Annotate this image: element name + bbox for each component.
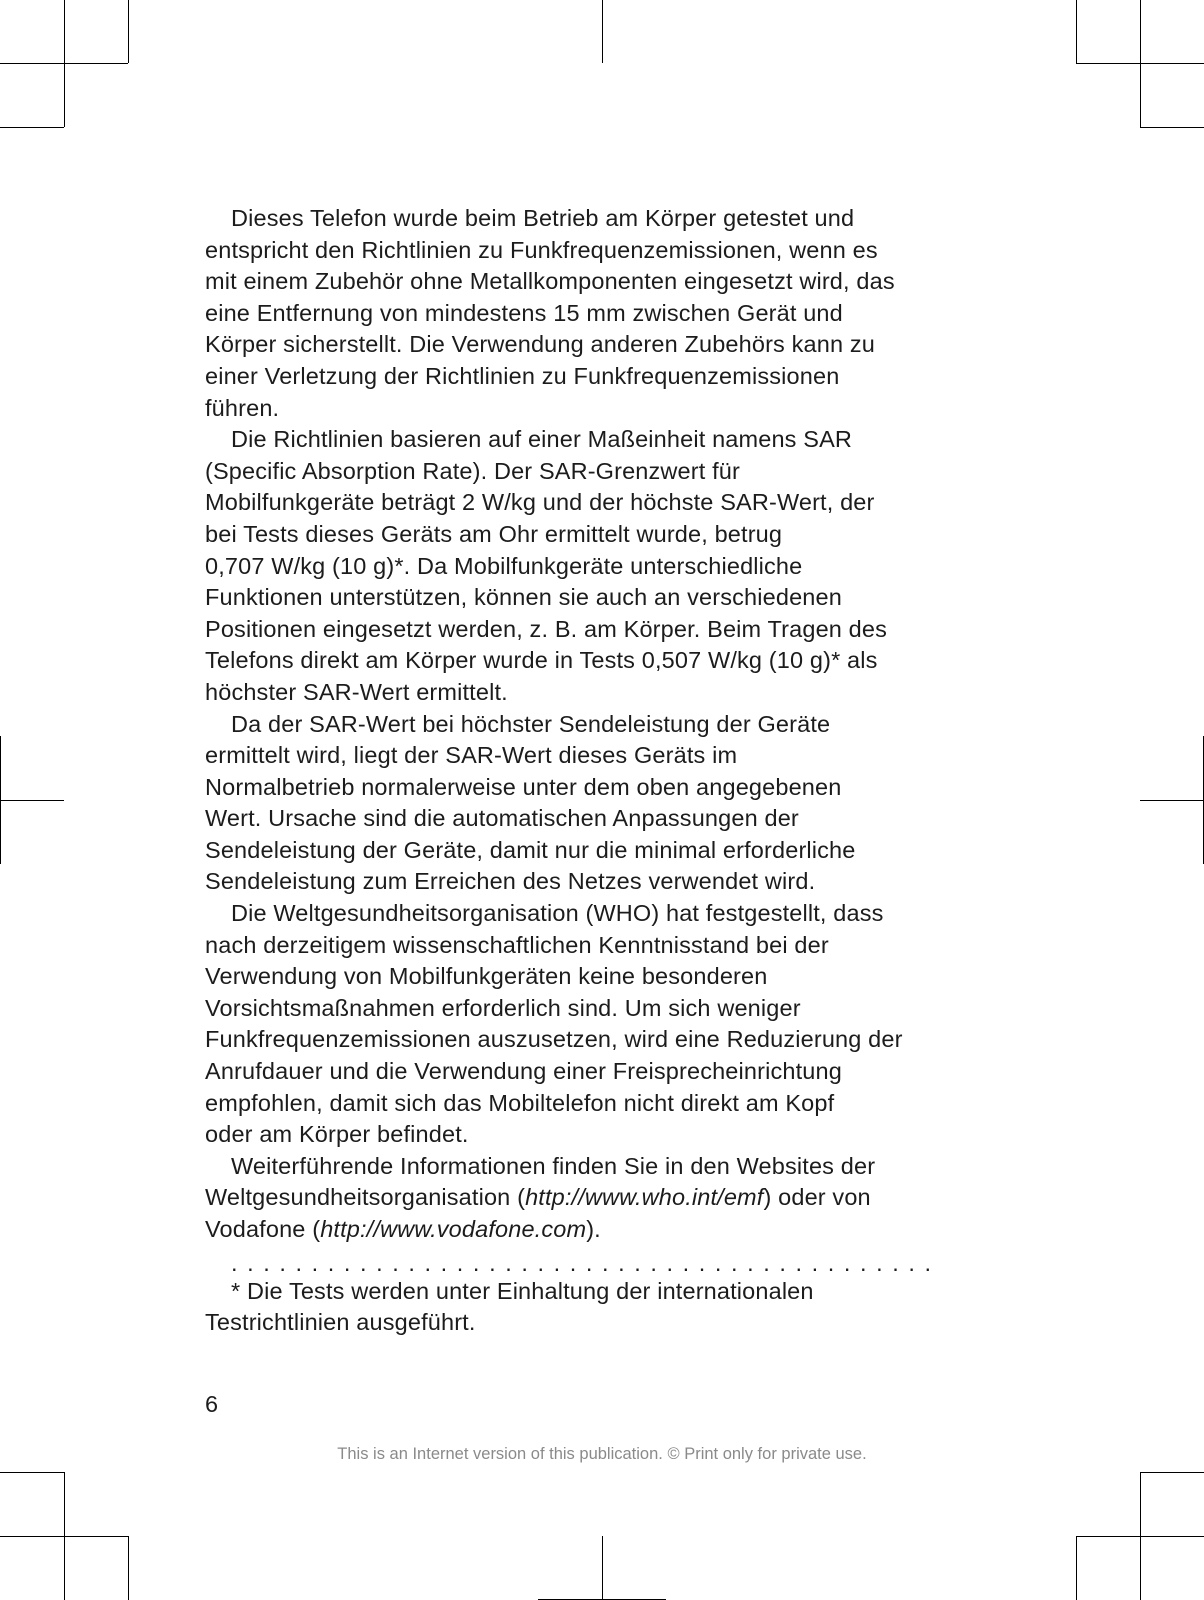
- crop-mark: [0, 63, 128, 64]
- footnote-separator: ............................................: [231, 1249, 941, 1276]
- paragraph-line: Positionen eingesetzt werden, z. B. am Körper. Beim Tragen des: [205, 615, 888, 642]
- paragraph-line: einer Verletzung der Richtlinien zu Funkfrequenzemissionen: [205, 362, 840, 389]
- paragraph-line: eine Entfernung von mindestens 15 mm zwischen Gerät und: [205, 299, 843, 326]
- body-text: [205, 203, 1005, 1339]
- who-line-prefix: Weltgesundheitsorganisation (: [205, 1184, 526, 1211]
- paragraph-line: Körper sicherstellt. Die Verwendung anderen Zubehörs kann zu: [205, 331, 875, 358]
- paragraph-line: führen.: [205, 394, 280, 421]
- paragraph-line: Sendeleistung der Geräte, damit nur die minimal erforderliche: [205, 836, 856, 863]
- paragraph-line: Da der SAR-Wert bei höchster Sendeleistung der Geräte: [231, 710, 831, 737]
- paragraph-line: Normalbetrieb normalerweise unter dem oben angegebenen: [205, 773, 842, 800]
- crop-mark: [1140, 800, 1204, 801]
- paragraph-line: [205, 1182, 1005, 1214]
- paragraph-line: Verwendung von Mobilfunkgeräten keine besonderen: [205, 963, 768, 990]
- paragraph-line: mit einem Zubehör ohne Metallkomponenten eingesetzt wird, das: [205, 268, 895, 295]
- paragraph-line: 0,707 W/kg (10 g)*. Da Mobilfunkgeräte unterschiedliche: [205, 552, 803, 579]
- paragraph-line: ermittelt wird, liegt der SAR-Wert dieses Geräts im: [205, 742, 738, 769]
- paragraph-line: höchster SAR-Wert ermittelt.: [205, 678, 508, 705]
- vodafone-prefix: Vodafone (: [205, 1216, 321, 1242]
- crop-mark: [128, 0, 129, 63]
- crop-mark: [602, 1536, 603, 1600]
- paragraph-line: Dieses Telefon wurde beim Betrieb am Körper getestet und: [231, 205, 855, 231]
- paragraph-line: Vorsichtsmaßnahmen erforderlich sind. Um sich weniger: [205, 994, 801, 1021]
- crop-mark: [0, 800, 64, 801]
- paragraph-line: Anrufdauer und die Verwendung einer Freisprecheinrichtung: [205, 1058, 842, 1085]
- paragraph-line: Mobilfunkgeräte beträgt 2 W/kg und der höchste SAR-Wert, der: [205, 489, 875, 516]
- crop-mark: [602, 0, 603, 63]
- paragraph-line: Funktionen unterstützen, können sie auch an verschiedenen: [205, 584, 842, 611]
- crop-mark: [128, 1536, 129, 1600]
- footnote-line: * Die Tests werden unter Einhaltung der internationalen: [231, 1277, 814, 1304]
- paragraph-line: Die Richtlinien basieren auf einer Maßeinheit namens SAR: [231, 426, 853, 453]
- paragraph-line: Sendeleistung zum Erreichen des Netzes verwendet wird.: [205, 868, 816, 895]
- paragraph-line: entspricht den Richtlinien zu Funkfrequenzemissionen, wenn es: [205, 236, 878, 263]
- crop-mark: [1076, 0, 1077, 63]
- paragraph-line: Weiterführende Informationen finden Sie in den Websites der: [231, 1152, 876, 1179]
- paragraph-line: bei Tests dieses Geräts am Ohr ermittelt wurde, betrug: [205, 520, 783, 547]
- paragraph-line: Wert. Ursache sind die automatischen Anpassungen der: [205, 805, 799, 832]
- paragraph-line: oder am Körper befindet.: [205, 1121, 469, 1148]
- vodafone-suffix: ).: [586, 1216, 601, 1242]
- crop-mark: [0, 1472, 64, 1473]
- who-url-link[interactable]: http://www.who.int/emf: [525, 1184, 764, 1211]
- crop-mark: [1076, 63, 1204, 64]
- who-line-suffix: ) oder von: [763, 1184, 871, 1211]
- paragraph-line: Funkfrequenzemissionen auszusetzen, wird eine Reduzierung der: [205, 1026, 903, 1053]
- vodafone-url-link[interactable]: http://www.vodafone.com: [320, 1216, 587, 1242]
- crop-mark: [0, 1536, 128, 1537]
- crop-mark: [0, 127, 64, 128]
- paragraph-line: Telefons direkt am Körper wurde in Tests 0,507 W/kg (10 g)* als: [205, 647, 878, 674]
- crop-mark: [1076, 1536, 1204, 1537]
- paragraph-line: Die Weltgesundheitsorganisation (WHO) hat festgestellt, dass: [231, 900, 884, 927]
- footer-note: This is an Internet version of this publication. © Print only for private use.: [337, 1445, 867, 1463]
- crop-mark: [1140, 1472, 1204, 1473]
- paragraph-line: empfohlen, damit sich das Mobiltelefon nicht direkt am Kopf: [205, 1089, 835, 1116]
- paragraph-line: (Specific Absorption Rate). Der SAR-Grenzwert für: [205, 457, 740, 484]
- paragraph-line: nach derzeitigem wissenschaftlichen Kenntnisstand bei der: [205, 931, 829, 958]
- page-number: 6: [205, 1391, 219, 1417]
- paragraph-line: [205, 1214, 1005, 1246]
- crop-mark: [1076, 1536, 1077, 1600]
- footnote-line: Testrichtlinien ausgeführt.: [205, 1309, 476, 1336]
- crop-mark: [1140, 127, 1204, 128]
